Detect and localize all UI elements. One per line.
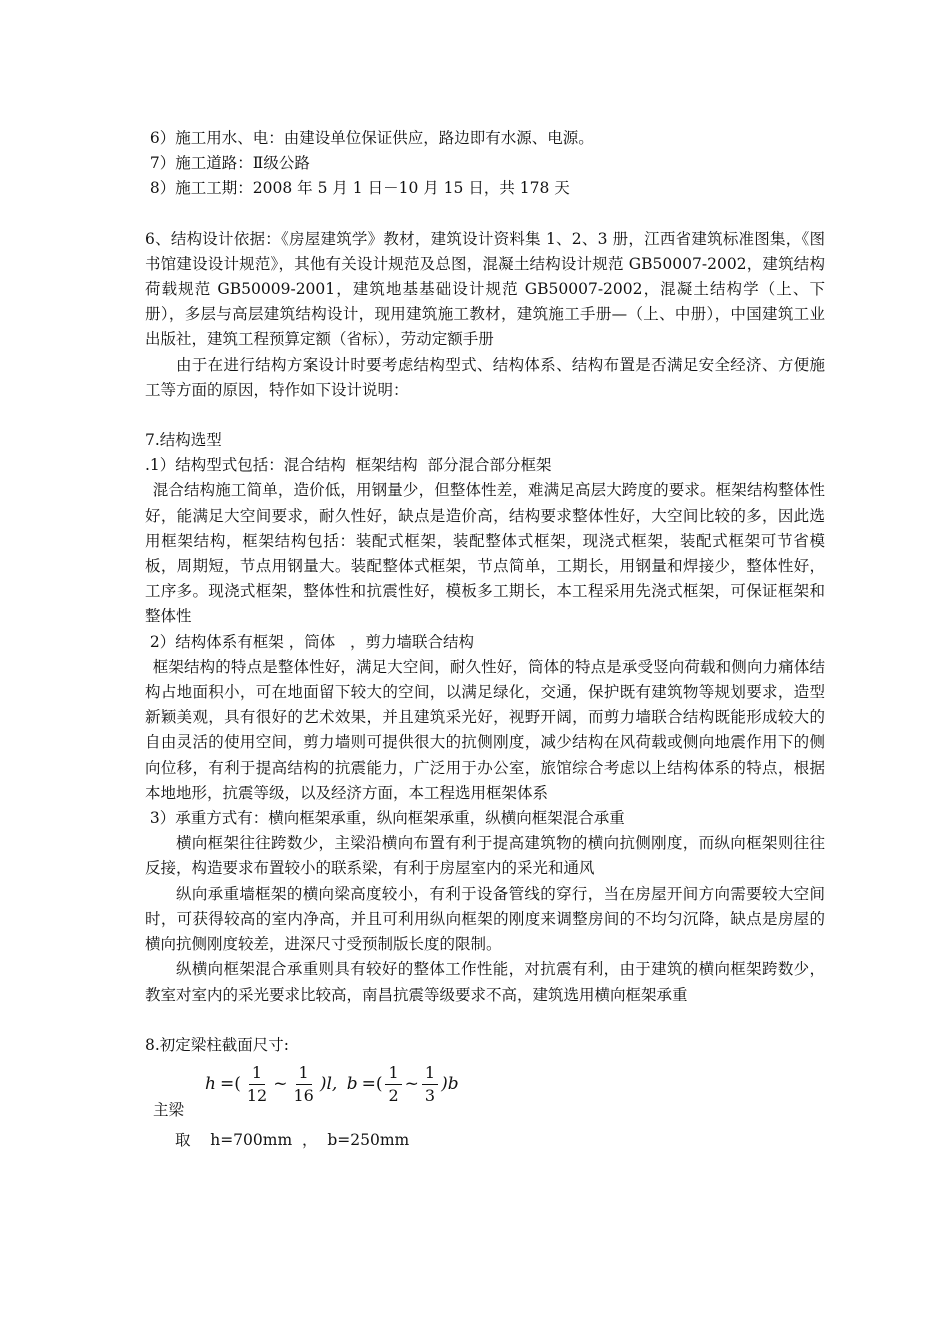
section6-paragraph2: 由于在进行结构方案设计时要考虑结构型式、结构体系、结构布置是否满足安全经济、方便施工等方面的原因，特作如下设计说明： bbox=[145, 355, 825, 399]
beam-formula-row bbox=[145, 1058, 825, 1128]
formula-close-b: )b bbox=[441, 1073, 459, 1094]
formula-eq2: =( bbox=[361, 1073, 383, 1094]
section7-sub3-paragraph3: 纵横向框架混合承重则具有较好的整体工作性能，对抗震有利，由于建筑的横向框架跨数少，教室对室内的采光要求比较高，南昌抗震等级要求不高，建筑选用横向框架承重 bbox=[145, 960, 825, 1004]
section8-title: 8.初定梁柱截面尺寸: bbox=[145, 1035, 290, 1054]
formula-b: b bbox=[346, 1073, 358, 1094]
section7-title: 7.结构选型 bbox=[145, 431, 222, 450]
section7-sub3-title: 3）承重方式有：横向框架承重，纵向框架承重，纵横向框架混合承重 bbox=[145, 809, 625, 828]
document-body bbox=[145, 126, 825, 1153]
text-line-road: 7）施工道路：Ⅱ级公路 bbox=[145, 154, 310, 173]
formula-fraction-3: $\frac{1}{2}$ bbox=[385, 1062, 401, 1107]
formula-tilde-2: ~ bbox=[404, 1073, 419, 1094]
formula-tilde: ~ bbox=[273, 1073, 288, 1094]
formula-h: h bbox=[205, 1073, 216, 1094]
formula-fraction-4: $\frac{1}{3}$ bbox=[422, 1062, 438, 1107]
text-line-water-power: 6）施工用水、电：由建设单位保证供应，路边即有水源、电源。 bbox=[145, 129, 594, 147]
section7-sub1-paragraph: 混合结构施工简单，造价低，用钢量少，但整体性差，难满足高层大跨度的要求。框架结构整体性好，能满足大空间要求，耐久性好，缺点是造价高，结构要求整体性好，大空间比较的多，因此选用框架结构，框架结构包括：装配式框架，装配整体式框架，现浇式框架，装配式框架可节省模板，周期短，节点用钢量大。装配整体式框架，节点简单，工期长，用钢量和焊接少，整体性好，工序多。现浇式框架，整体性和抗震性好，模板多工期长，本工程采用先浇式框架，可保证框架和整体性 bbox=[145, 481, 825, 626]
section7-sub2-paragraph: 框架结构的特点是整体性好，满足大空间，耐久性好，筒体的特点是承受竖向荷载和侧向力痛体结构占地面积小，可在地面留下较大的空间，以满足绿化，交通，保护既有建筑物等规划要求，造型新颖美观，具有很好的艺术效果，并且建筑采光好，视野开阔，而剪力墙联合结构既能形成较大的自由灵活的使用空间，剪力墙则可提供很大的抗侧刚度，减少结构在风荷载或侧向地震作用下的侧向位移，有利于提高结构的抗震能力，广泛用于办公室，旅馆综合考虑以上结构体系的特点，根据本地地形，抗震等级，以及经济方面，本工程选用框架体系 bbox=[145, 657, 825, 802]
formula-close-l: )l, bbox=[319, 1073, 343, 1094]
section7-sub3-paragraph1: 横向框架往往跨数少，主梁沿横向布置有利于提高建筑物的横向抗侧刚度，而纵向框架则往往反接，构造要求布置较小的联系梁，有利于房屋室内的采光和通风 bbox=[145, 834, 825, 878]
formula-fraction-2: $\frac{1}{16}$ bbox=[293, 1062, 314, 1105]
section7-sub2-title: 2）结构体系有框架 ，筒体 ，剪力墙联合结构 bbox=[145, 632, 474, 651]
section6-paragraph: 6、结构设计依据：《房屋建筑学》教材，建筑设计资料集 1、2、3 册，江西省建筑标准图集，《图书馆建设设计规范》，其他有关设计规范及总图，混凝土结构设计规范 GB50007-2002，建筑结构荷载规范 GB50009-2001，建筑地基基础设计规范 GB50007-2002，混凝土结构学（上、下册），多层与高层建筑结构设计，现用建筑施工教材，建筑施工手册—（上、中册），中国建筑工业出版社，建筑工程预算定额（省标），劳动定额手册 bbox=[145, 229, 825, 349]
section7-sub3-paragraph2: 纵向承重墙框架的横向梁高度较小，有利于设备管线的穿行，当在房屋开间方向需要较大空间时，可获得较高的室内净高，并且可利用纵向框架的刚度来调整房间的不均匀沉降，缺点是房屋的横向抗侧刚度较差，进深尺寸受预制版长度的限制。 bbox=[145, 884, 825, 954]
formula-fraction-1: $\frac{1}{12}$ bbox=[246, 1062, 268, 1105]
beam-formula bbox=[203, 1062, 461, 1107]
formula-eq: =( bbox=[219, 1073, 241, 1094]
section7-sub1-title: .1）结构型式包括：混合结构 框架结构 部分混合部分框架 bbox=[145, 456, 552, 475]
text-line-schedule: 8）施工工期：2008 年 5 月 1 日－10 月 15 日，共 178 天 bbox=[145, 179, 570, 198]
beam-label: 主梁 bbox=[153, 1100, 185, 1119]
beam-dimensions: 取 h=700mm ， b=250mm bbox=[175, 1130, 410, 1149]
